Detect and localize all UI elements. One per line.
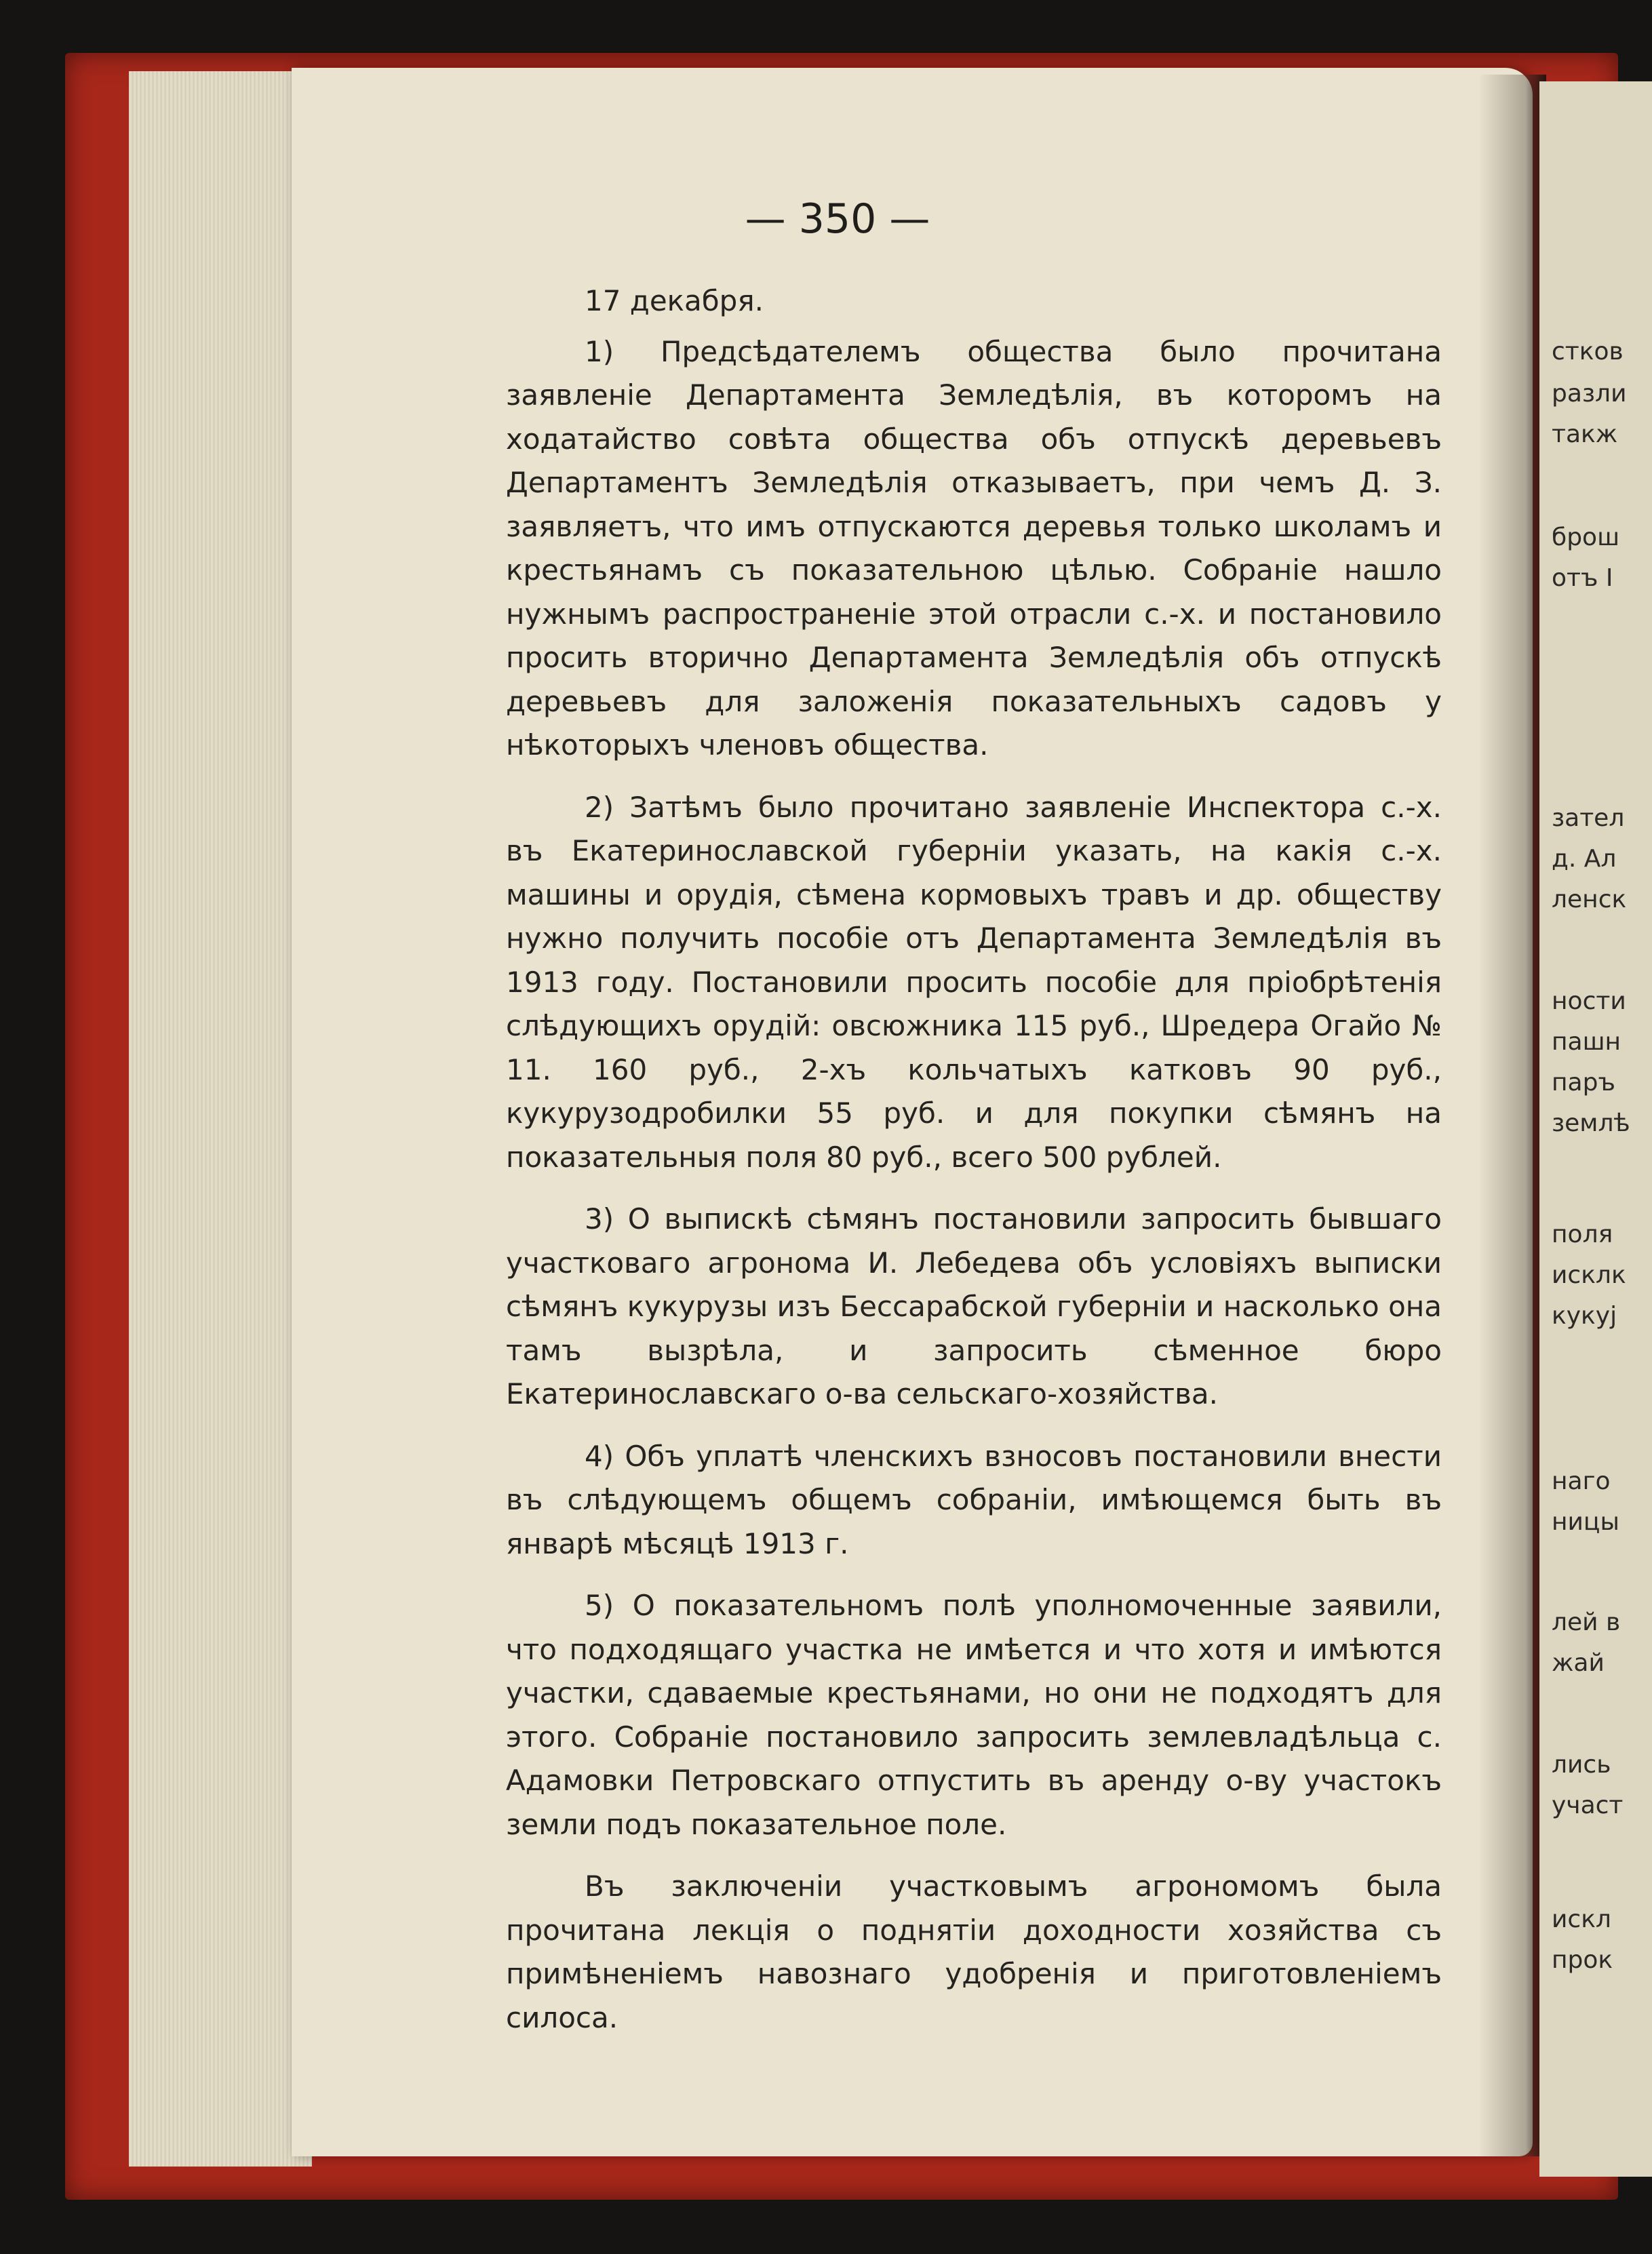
- next-page-fragment: стков: [1552, 338, 1624, 365]
- stacked-page-edges: [129, 71, 312, 2167]
- closing-paragraph: Въ заключенiи участковымъ агрономомъ была прочитана лекцiя о поднятiи доходности хозяйства съ примѣненiемъ навознаго удобренiя и приготовленiемъ силоса.: [506, 1870, 1442, 2034]
- next-page-fragment: пашн: [1552, 1028, 1621, 1056]
- next-page-fragment: землѣ: [1552, 1109, 1630, 1137]
- next-page-fragment: прок: [1552, 1946, 1613, 1974]
- next-page-fragment: отъ I: [1552, 564, 1613, 592]
- next-page-fragment: д. Ал: [1552, 845, 1617, 873]
- book-gutter-shadow: [1478, 75, 1546, 2156]
- next-page-fragment: разли: [1552, 380, 1627, 408]
- next-page-fragment: зател: [1552, 804, 1625, 832]
- next-page-fragment: брош: [1552, 523, 1620, 551]
- paragraph-1: 1) Предсѣдателемъ общества было прочитана заявленiе Департамента Земледѣлiя, въ которомъ на ходатайство совѣта общества объ отпускѣ деревьевъ Департаментъ Земледѣлiя отказываетъ, при чемъ Д. З. заявляетъ, что имъ отпускаются деревья только школамъ и крестьянамъ съ показательною цѣлью. Собранiе нашло нужнымъ распространенiе этой отрасли с.-х. и постановило просить вторично Департамента Земледѣлiя объ отпускѣ деревьевъ для заложенiя показательныхъ садовъ у нѣкоторыхъ членовъ общества.: [506, 334, 1442, 762]
- next-page-fragment: наго: [1552, 1467, 1611, 1495]
- paragraph-4: 4) Объ уплатѣ членскихъ взносовъ постановили внести въ слѣдующемъ общемъ собранiи, имѣющемся быть въ январѣ мѣсяцѣ 1913 г.: [506, 1439, 1442, 1560]
- next-page-edge: [1539, 81, 1652, 2177]
- next-page-fragment: ницы: [1552, 1508, 1619, 1536]
- page-number: — 350 —: [745, 195, 930, 243]
- next-page-fragment: исклк: [1552, 1261, 1626, 1289]
- next-page-fragment: кукуј: [1552, 1302, 1617, 1330]
- next-page-fragment: поля: [1552, 1221, 1613, 1248]
- next-page-fragment: искл: [1552, 1905, 1611, 1933]
- entry-date: 17 декабря.: [585, 284, 764, 317]
- page-body-text: [506, 279, 1442, 2040]
- next-page-fragment: такж: [1552, 420, 1618, 448]
- next-page-fragment: ленск: [1552, 886, 1627, 913]
- paragraph-5: 5) О показательномъ полѣ уполномоченные заявили, что подходящаго участка не имѣется и что хотя и имѣются участки, сдаваемые крестьянами, но они не подходятъ для этого. Собранiе постановило запросить землевладѣльца с. Адамовки Петровскаго отпустить въ аренду о-ву участокъ земли подъ показательное поле.: [506, 1589, 1442, 1841]
- paragraph-2: 2) Затѣмъ было прочитано заявленiе Инспектора с.-х. въ Екатеринославской губернiи указать, на какiя с.-х. машины и орудiя, сѣмена кормовыхъ травъ и др. обществу нужно получить пособiе отъ Департамента Земледѣлiя въ 1913 году. Постановили просить пособiе для прiобрѣтенiя слѣдующихъ орудiй: овсюжника 115 руб., Шредера Огайо № 11. 160 руб., 2-хъ кольчатыхъ катковъ 90 руб., кукурузодробилки 55 руб. и для покупки сѣмянъ на показательныя поля 80 руб., всего 500 рублей.: [506, 790, 1442, 1174]
- next-page-fragment: жай: [1552, 1649, 1605, 1677]
- next-page-fragment: ности: [1552, 987, 1626, 1015]
- next-page-fragment: лись: [1552, 1751, 1611, 1779]
- next-page-fragment: участ: [1552, 1792, 1624, 1819]
- next-page-fragment: лей в: [1552, 1608, 1621, 1636]
- paragraph-3: 3) О выпискѣ сѣмянъ постановили запросить бывшаго участковаго агронома И. Лебедева объ условiяхъ выписки сѣмянъ кукурузы изъ Бессарабской губернiи и насколько она тамъ вызрѣла, и запросить сѣменное бюро Екатеринославскаго о-ва сельскаго-хозяйства.: [506, 1202, 1442, 1410]
- next-page-fragment: паръ: [1552, 1069, 1615, 1096]
